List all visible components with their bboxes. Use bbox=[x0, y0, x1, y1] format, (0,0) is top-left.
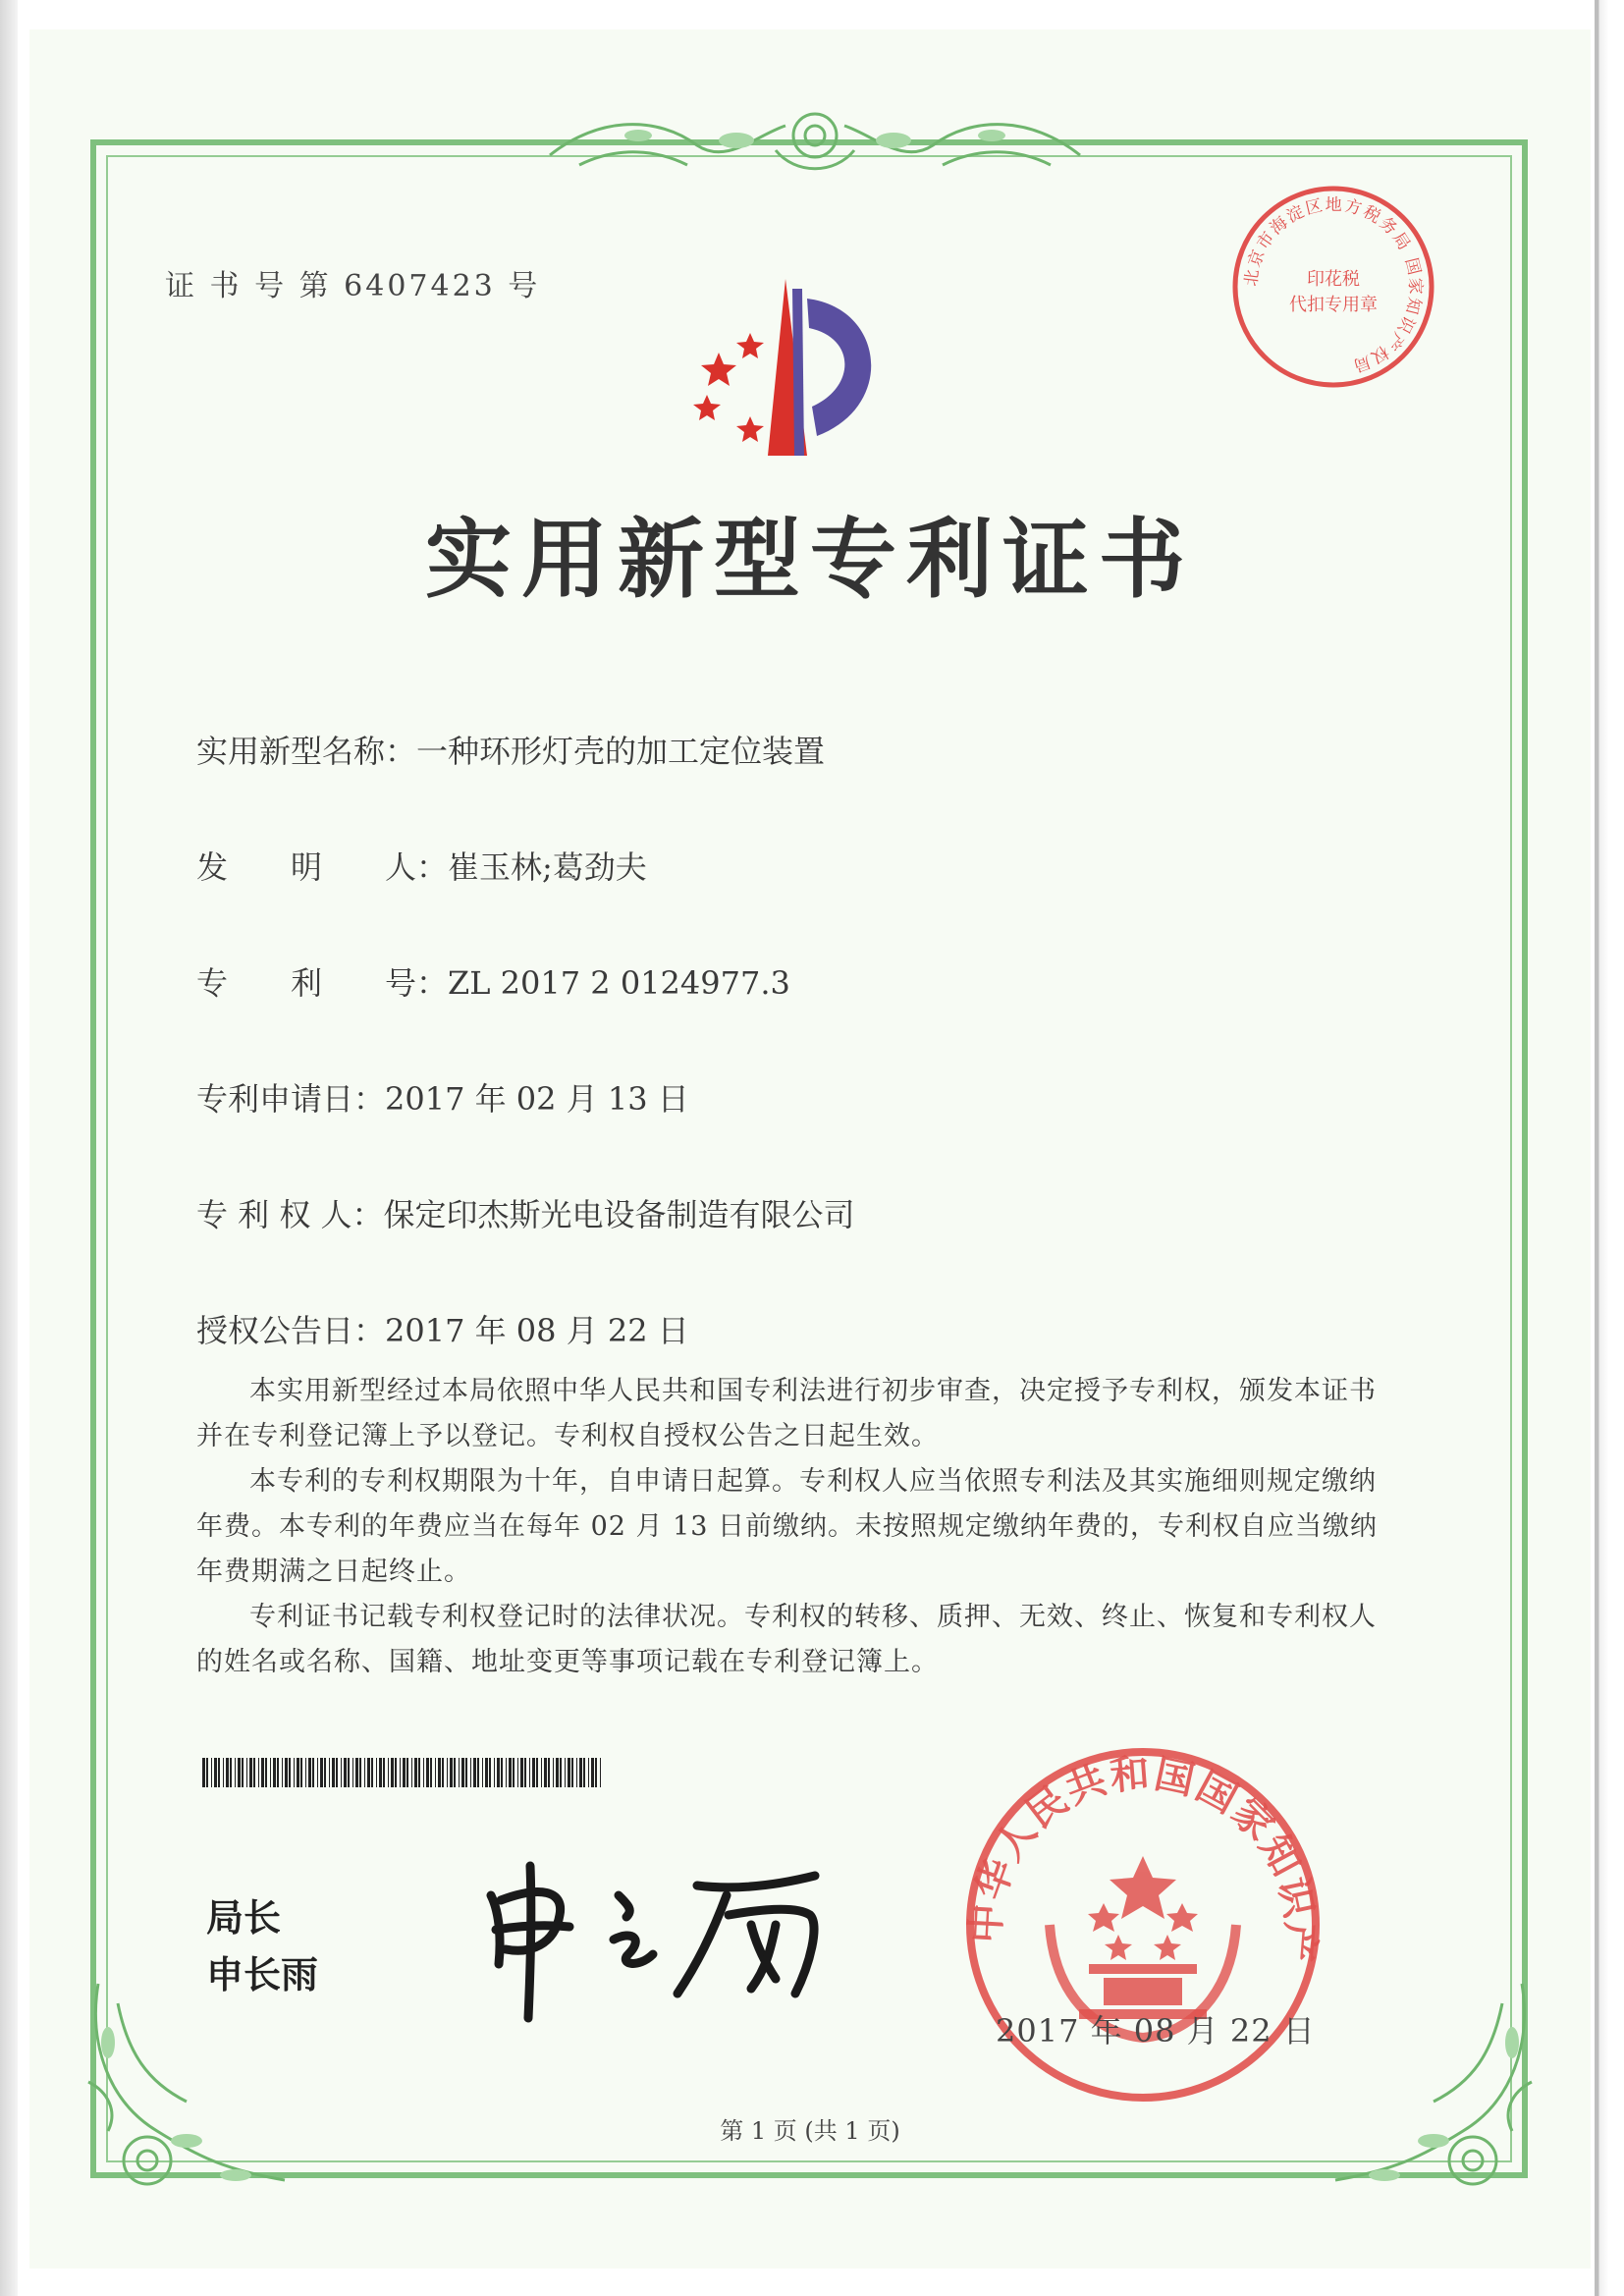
field-application-date bbox=[196, 1074, 689, 1120]
field-label: 发 明 人： bbox=[196, 848, 449, 886]
field-label: 专利申请日： bbox=[196, 1080, 386, 1118]
field-label: 专 利 号： bbox=[196, 964, 449, 1002]
top-ornament-icon bbox=[540, 96, 1090, 185]
director-signature-icon bbox=[471, 1856, 844, 2023]
director-title: 局长 bbox=[206, 1896, 282, 1940]
svg-text:代扣专用章: 代扣专用章 bbox=[1289, 295, 1378, 315]
barcode-icon bbox=[202, 1758, 605, 1787]
body-paragraph: 本实用新型经过本局依照中华人民共和国专利法进行初步审查，决定授予专利权，颁发本证书并在专利登记簿上予以登记。专利权自授权公告之日起生效。 bbox=[196, 1376, 1377, 1451]
body-paragraph: 专利证书记载专利权登记时的法律状况。专利权的转移、质押、无效、终止、恢复和专利权人的姓名或名称、国籍、地址变更等事项记载在专利登记簿上。 bbox=[196, 1602, 1377, 1677]
field-label: 专 利 权 人： bbox=[196, 1196, 384, 1233]
svg-text:印花税: 印花税 bbox=[1307, 269, 1360, 290]
field-value: 一种环形灯壳的加工定位装置 bbox=[416, 733, 826, 770]
field-patent-number bbox=[196, 958, 790, 1004]
field-value: 2017 年 08 月 22 日 bbox=[385, 1312, 689, 1349]
body-paragraph: 本专利的专利权期限为十年，自申请日起算。专利权人应当依照专利法及其实施细则规定缴纳年费。本专利的年费应当在每年 02 月 13 日前缴纳。未按照规定缴纳年费的，专利权自应当缴纳年费期满之日起终止。 bbox=[196, 1466, 1379, 1587]
national-ip-administration-seal bbox=[956, 1738, 1329, 2111]
field-label: 实用新型名称： bbox=[196, 733, 417, 770]
patent-office-emblem-icon bbox=[660, 259, 915, 495]
certificate-title: 实用新型专利证书 bbox=[424, 508, 1195, 610]
bottom-left-ornament-icon bbox=[69, 1964, 304, 2219]
svg-text:北京市海淀区地方税务局 国家知识产权局: 北京市海淀区地方税务局 国家知识产权局 bbox=[1241, 194, 1426, 376]
certificate-sheet bbox=[29, 29, 1591, 2269]
field-patentee bbox=[196, 1190, 855, 1235]
bottom-right-ornament-icon bbox=[1316, 1964, 1551, 2219]
field-value: 保定印杰斯光电设备制造有限公司 bbox=[383, 1196, 855, 1233]
page-edge-right bbox=[1595, 0, 1624, 2296]
field-inventor bbox=[196, 843, 647, 888]
tax-stamp-seal bbox=[1225, 179, 1441, 395]
seal-date: 2017 年 08 月 22 日 bbox=[996, 2012, 1316, 2050]
field-value: ZL 2017 2 0124977.3 bbox=[448, 964, 790, 1002]
certificate-number: 证 书 号 第 6407423 号 bbox=[165, 269, 541, 303]
field-utility-model-name bbox=[196, 727, 825, 772]
svg-text:中华人民共和国国家知识产权局: 中华人民共和国国家知识产 bbox=[962, 1749, 1325, 1966]
field-value: 2017 年 02 月 13 日 bbox=[385, 1080, 689, 1118]
field-grant-announcement-date bbox=[196, 1306, 689, 1351]
field-label: 授权公告日： bbox=[196, 1312, 386, 1349]
page-number-footer: 第 1 页 (共 1 页) bbox=[720, 2117, 900, 2145]
director-name: 申长雨 bbox=[206, 1953, 319, 1996]
certificate-body-text bbox=[196, 1369, 1394, 1685]
page-edge-left bbox=[0, 0, 18, 2296]
field-value: 崔玉林;葛劲夫 bbox=[448, 848, 647, 886]
